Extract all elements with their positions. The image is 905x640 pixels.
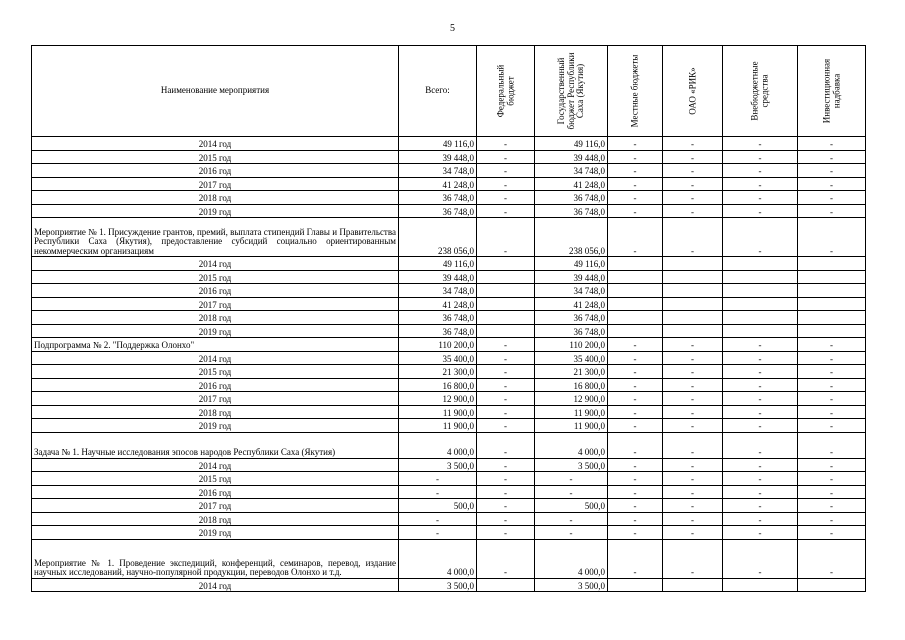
- row-label: 2016 год: [32, 378, 399, 392]
- table-row: [32, 512, 866, 526]
- table-row: [32, 191, 866, 205]
- table-row: [32, 472, 866, 486]
- page-number: 5: [450, 23, 455, 34]
- cell-invest: -: [798, 204, 866, 218]
- cell-invest: -: [798, 218, 866, 257]
- cell-local: -: [608, 512, 663, 526]
- cell-federal: -: [477, 526, 535, 540]
- cell-total: 41 248,0: [399, 177, 477, 191]
- cell-federal: [477, 270, 535, 284]
- row-label: 2016 год: [32, 284, 399, 298]
- cell-state: 36 748,0: [535, 191, 608, 205]
- cell-local: [608, 578, 663, 592]
- cell-total: 39 448,0: [399, 150, 477, 164]
- cell-total: 3 500,0: [399, 578, 477, 592]
- cell-invest: [798, 284, 866, 298]
- cell-local: -: [608, 204, 663, 218]
- row-label: Мероприятие № 1. Присуждение грантов, премий, выплата стипендий Главы и Правительства Республики Саха (Якутия), предоставление субсидий социально ориентированным некоммерческим организациям: [32, 218, 399, 257]
- cell-local: -: [608, 526, 663, 540]
- cell-local: -: [608, 338, 663, 352]
- table-row: [32, 392, 866, 406]
- row-label: 2017 год: [32, 499, 399, 513]
- cell-extra: [723, 311, 798, 325]
- cell-rik: -: [663, 378, 723, 392]
- cell-federal: [477, 257, 535, 271]
- cell-invest: -: [798, 499, 866, 513]
- table-row: [32, 432, 866, 458]
- cell-federal: -: [477, 204, 535, 218]
- cell-state: 41 248,0: [535, 177, 608, 191]
- cell-invest: [798, 297, 866, 311]
- cell-rik: -: [663, 218, 723, 257]
- row-label: 2018 год: [32, 512, 399, 526]
- cell-federal: -: [477, 365, 535, 379]
- cell-federal: [477, 297, 535, 311]
- cell-total: 238 056,0: [399, 218, 477, 257]
- row-label: 2017 год: [32, 297, 399, 311]
- cell-invest: -: [798, 338, 866, 352]
- cell-extra: -: [723, 164, 798, 178]
- cell-extra: [723, 297, 798, 311]
- cell-extra: -: [723, 351, 798, 365]
- table-row: [32, 257, 866, 271]
- cell-invest: [798, 324, 866, 338]
- cell-total: 36 748,0: [399, 324, 477, 338]
- cell-extra: -: [723, 405, 798, 419]
- header-invest: Инвестиционная надбавка: [798, 46, 866, 137]
- cell-local: -: [608, 499, 663, 513]
- cell-invest: -: [798, 365, 866, 379]
- table-row: [32, 311, 866, 325]
- cell-extra: -: [723, 191, 798, 205]
- cell-federal: -: [477, 177, 535, 191]
- cell-extra: [723, 257, 798, 271]
- row-label: 2014 год: [32, 351, 399, 365]
- cell-extra: -: [723, 338, 798, 352]
- row-label: 2019 год: [32, 526, 399, 540]
- cell-total: 4 000,0: [399, 539, 477, 578]
- cell-state: 34 748,0: [535, 164, 608, 178]
- cell-total: -: [399, 526, 477, 540]
- table-row: [32, 485, 866, 499]
- cell-local: -: [608, 164, 663, 178]
- cell-state: 39 448,0: [535, 150, 608, 164]
- cell-federal: -: [477, 419, 535, 433]
- cell-local: -: [608, 365, 663, 379]
- table-header-row: [32, 46, 866, 137]
- cell-state: -: [535, 485, 608, 499]
- row-label: 2015 год: [32, 365, 399, 379]
- cell-invest: -: [798, 150, 866, 164]
- cell-local: -: [608, 392, 663, 406]
- table-row: [32, 218, 866, 257]
- row-label: 2014 год: [32, 458, 399, 472]
- row-label: 2018 год: [32, 191, 399, 205]
- row-label: 2019 год: [32, 204, 399, 218]
- cell-total: 36 748,0: [399, 191, 477, 205]
- cell-rik: [663, 324, 723, 338]
- row-label: 2015 год: [32, 150, 399, 164]
- header-extra: Внебюджетные средства: [723, 46, 798, 137]
- cell-total: -: [399, 512, 477, 526]
- table-row: [32, 338, 866, 352]
- cell-local: -: [608, 485, 663, 499]
- cell-state: 36 748,0: [535, 204, 608, 218]
- table-row: [32, 270, 866, 284]
- cell-state: 49 116,0: [535, 137, 608, 151]
- table-row: [32, 177, 866, 191]
- cell-invest: -: [798, 164, 866, 178]
- cell-invest: [798, 311, 866, 325]
- cell-total: 3 500,0: [399, 458, 477, 472]
- header-state: Государственный бюджет Республики Саха (Якутия): [535, 46, 608, 137]
- cell-federal: -: [477, 392, 535, 406]
- cell-total: 11 900,0: [399, 419, 477, 433]
- table-row: [32, 351, 866, 365]
- cell-rik: -: [663, 526, 723, 540]
- cell-state: 34 748,0: [535, 284, 608, 298]
- cell-local: -: [608, 150, 663, 164]
- header-local: Местные бюджеты: [608, 46, 663, 137]
- cell-federal: -: [477, 472, 535, 486]
- cell-state: -: [535, 526, 608, 540]
- row-label: Мероприятие № 1. Проведение экспедиций, конференций, семинаров, перевод, издание научных исследований, научно-популярной продукции, переводов Олонхо и т.д.: [32, 539, 399, 578]
- cell-extra: -: [723, 150, 798, 164]
- cell-rik: -: [663, 392, 723, 406]
- table-row: [32, 164, 866, 178]
- cell-invest: -: [798, 458, 866, 472]
- cell-state: 16 800,0: [535, 378, 608, 392]
- cell-total: 36 748,0: [399, 311, 477, 325]
- cell-invest: -: [798, 472, 866, 486]
- row-label: 2014 год: [32, 578, 399, 592]
- cell-state: 3 500,0: [535, 578, 608, 592]
- table-row: [32, 378, 866, 392]
- cell-extra: -: [723, 204, 798, 218]
- cell-local: -: [608, 191, 663, 205]
- cell-rik: -: [663, 485, 723, 499]
- row-label: 2017 год: [32, 392, 399, 406]
- cell-rik: -: [663, 204, 723, 218]
- cell-local: -: [608, 472, 663, 486]
- cell-extra: -: [723, 472, 798, 486]
- cell-local: [608, 257, 663, 271]
- cell-extra: -: [723, 458, 798, 472]
- cell-state: 21 300,0: [535, 365, 608, 379]
- cell-federal: -: [477, 539, 535, 578]
- cell-invest: -: [798, 177, 866, 191]
- cell-rik: [663, 257, 723, 271]
- cell-invest: -: [798, 419, 866, 433]
- cell-local: [608, 311, 663, 325]
- cell-local: -: [608, 218, 663, 257]
- cell-federal: [477, 311, 535, 325]
- table-row: [32, 419, 866, 433]
- cell-federal: [477, 578, 535, 592]
- cell-federal: -: [477, 351, 535, 365]
- cell-rik: -: [663, 338, 723, 352]
- cell-rik: -: [663, 432, 723, 458]
- cell-federal: -: [477, 512, 535, 526]
- cell-local: [608, 297, 663, 311]
- cell-total: 35 400,0: [399, 351, 477, 365]
- cell-invest: -: [798, 539, 866, 578]
- cell-local: -: [608, 137, 663, 151]
- row-label: 2016 год: [32, 485, 399, 499]
- cell-invest: -: [798, 512, 866, 526]
- cell-rik: -: [663, 472, 723, 486]
- cell-rik: -: [663, 137, 723, 151]
- cell-rik: -: [663, 150, 723, 164]
- header-rik: ОАО «РИК»: [663, 46, 723, 137]
- cell-invest: [798, 257, 866, 271]
- cell-extra: -: [723, 137, 798, 151]
- cell-state: -: [535, 512, 608, 526]
- cell-state: 3 500,0: [535, 458, 608, 472]
- cell-state: 4 000,0: [535, 432, 608, 458]
- table-row: [32, 499, 866, 513]
- cell-federal: -: [477, 458, 535, 472]
- table-row: [32, 578, 866, 592]
- row-label: 2015 год: [32, 270, 399, 284]
- cell-local: -: [608, 405, 663, 419]
- cell-invest: -: [798, 378, 866, 392]
- cell-local: -: [608, 177, 663, 191]
- table-row: [32, 458, 866, 472]
- row-label: 2014 год: [32, 257, 399, 271]
- row-label: 2019 год: [32, 419, 399, 433]
- header-total: Всего:: [399, 46, 477, 137]
- cell-federal: [477, 324, 535, 338]
- cell-federal: -: [477, 137, 535, 151]
- table-row: [32, 324, 866, 338]
- cell-state: 36 748,0: [535, 324, 608, 338]
- cell-federal: -: [477, 378, 535, 392]
- cell-state: 49 116,0: [535, 257, 608, 271]
- row-label: 2014 год: [32, 137, 399, 151]
- cell-total: 4 000,0: [399, 432, 477, 458]
- table-row: [32, 284, 866, 298]
- cell-extra: -: [723, 365, 798, 379]
- cell-rik: [663, 284, 723, 298]
- table-row: [32, 137, 866, 151]
- row-label: 2016 год: [32, 164, 399, 178]
- cell-state: 500,0: [535, 499, 608, 513]
- cell-rik: [663, 311, 723, 325]
- cell-total: -: [399, 472, 477, 486]
- cell-state: 238 056,0: [535, 218, 608, 257]
- cell-local: [608, 284, 663, 298]
- cell-rik: -: [663, 458, 723, 472]
- cell-rik: -: [663, 419, 723, 433]
- cell-rik: [663, 270, 723, 284]
- table-row: [32, 526, 866, 540]
- row-label: 2018 год: [32, 405, 399, 419]
- cell-extra: [723, 270, 798, 284]
- cell-extra: -: [723, 177, 798, 191]
- cell-state: 35 400,0: [535, 351, 608, 365]
- cell-state: -: [535, 472, 608, 486]
- cell-total: 39 448,0: [399, 270, 477, 284]
- cell-extra: -: [723, 539, 798, 578]
- cell-state: 12 900,0: [535, 392, 608, 406]
- cell-federal: -: [477, 405, 535, 419]
- cell-invest: -: [798, 191, 866, 205]
- cell-rik: -: [663, 365, 723, 379]
- table-row: [32, 365, 866, 379]
- cell-local: [608, 270, 663, 284]
- cell-total: 11 900,0: [399, 405, 477, 419]
- cell-rik: -: [663, 499, 723, 513]
- row-label: Задача № 1. Научные исследования эпосов народов Республики Саха (Якутия): [32, 432, 399, 458]
- cell-state: 4 000,0: [535, 539, 608, 578]
- cell-rik: -: [663, 405, 723, 419]
- table-row: [32, 150, 866, 164]
- cell-federal: -: [477, 499, 535, 513]
- cell-total: 41 248,0: [399, 297, 477, 311]
- cell-invest: -: [798, 405, 866, 419]
- cell-extra: -: [723, 392, 798, 406]
- cell-federal: -: [477, 432, 535, 458]
- table-row: [32, 297, 866, 311]
- cell-extra: [723, 578, 798, 592]
- table-row: [32, 405, 866, 419]
- cell-extra: -: [723, 526, 798, 540]
- cell-extra: -: [723, 485, 798, 499]
- cell-invest: -: [798, 526, 866, 540]
- cell-state: 36 748,0: [535, 311, 608, 325]
- cell-extra: -: [723, 512, 798, 526]
- cell-state: 39 448,0: [535, 270, 608, 284]
- row-label: 2015 год: [32, 472, 399, 486]
- cell-federal: -: [477, 191, 535, 205]
- cell-rik: [663, 297, 723, 311]
- cell-invest: -: [798, 392, 866, 406]
- cell-invest: -: [798, 485, 866, 499]
- cell-invest: [798, 578, 866, 592]
- cell-invest: -: [798, 351, 866, 365]
- cell-state: 41 248,0: [535, 297, 608, 311]
- cell-total: 34 748,0: [399, 284, 477, 298]
- cell-total: 500,0: [399, 499, 477, 513]
- table-body: [32, 137, 866, 592]
- cell-total: 34 748,0: [399, 164, 477, 178]
- cell-state: 11 900,0: [535, 405, 608, 419]
- cell-rik: -: [663, 351, 723, 365]
- cell-rik: -: [663, 164, 723, 178]
- cell-extra: -: [723, 432, 798, 458]
- cell-total: 49 116,0: [399, 257, 477, 271]
- cell-extra: -: [723, 378, 798, 392]
- cell-local: -: [608, 432, 663, 458]
- row-label: 2017 год: [32, 177, 399, 191]
- cell-rik: -: [663, 512, 723, 526]
- cell-federal: -: [477, 485, 535, 499]
- cell-extra: [723, 324, 798, 338]
- row-label: 2019 год: [32, 324, 399, 338]
- cell-local: -: [608, 458, 663, 472]
- cell-total: 36 748,0: [399, 204, 477, 218]
- row-label: Подпрограмма № 2. "Поддержка Олонхо": [32, 338, 399, 352]
- table-row: [32, 539, 866, 578]
- cell-federal: -: [477, 164, 535, 178]
- cell-rik: -: [663, 539, 723, 578]
- cell-rik: -: [663, 177, 723, 191]
- header-federal: Федеральный бюджет: [477, 46, 535, 137]
- cell-extra: [723, 284, 798, 298]
- cell-local: [608, 324, 663, 338]
- cell-extra: -: [723, 218, 798, 257]
- cell-rik: [663, 578, 723, 592]
- cell-invest: [798, 270, 866, 284]
- cell-federal: -: [477, 338, 535, 352]
- cell-total: -: [399, 485, 477, 499]
- cell-total: 21 300,0: [399, 365, 477, 379]
- cell-local: -: [608, 539, 663, 578]
- cell-local: -: [608, 351, 663, 365]
- cell-federal: [477, 284, 535, 298]
- cell-invest: -: [798, 137, 866, 151]
- cell-total: 49 116,0: [399, 137, 477, 151]
- cell-local: -: [608, 378, 663, 392]
- cell-state: 11 900,0: [535, 419, 608, 433]
- cell-invest: -: [798, 432, 866, 458]
- cell-state: 110 200,0: [535, 338, 608, 352]
- cell-extra: -: [723, 419, 798, 433]
- cell-local: -: [608, 419, 663, 433]
- row-label: 2018 год: [32, 311, 399, 325]
- header-name: Наименование мероприятия: [32, 46, 399, 137]
- cell-rik: -: [663, 191, 723, 205]
- cell-federal: -: [477, 218, 535, 257]
- budget-table: [31, 45, 866, 592]
- cell-federal: -: [477, 150, 535, 164]
- cell-total: 110 200,0: [399, 338, 477, 352]
- table-row: [32, 204, 866, 218]
- cell-total: 16 800,0: [399, 378, 477, 392]
- cell-extra: -: [723, 499, 798, 513]
- cell-total: 12 900,0: [399, 392, 477, 406]
